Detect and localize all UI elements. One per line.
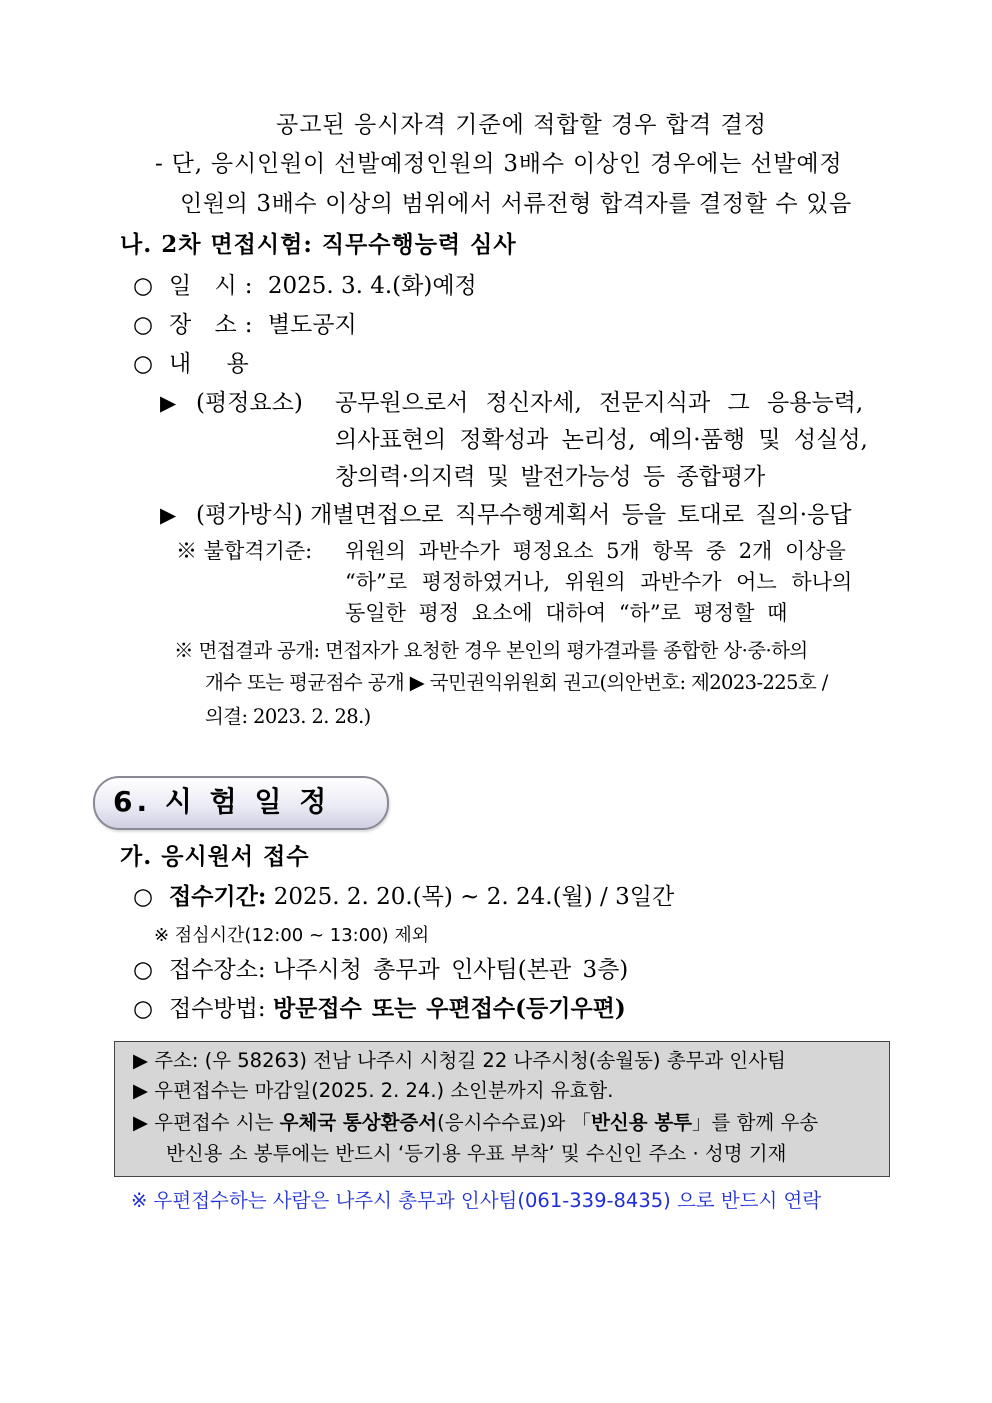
- interview-heading: 나. 2차 면접시험: 직무수행능력 심사: [120, 231, 517, 258]
- circle-bullet-icon: ○: [133, 273, 154, 299]
- mail-address: ▶ 주소: (우 58263) 전남 나주시 시청길 22 나주시청(송월동) 총무과 인사팀: [133, 1049, 786, 1072]
- application-place-value: 나주시청 총무과 인사팀(본관 3층): [272, 957, 629, 983]
- method-value: 개별면접으로 직무수행계획서 등을 토대로 질의·응답: [310, 502, 852, 528]
- lunch-note: ※ 점심시간(12:00 ~ 13:00) 제외: [154, 925, 430, 946]
- mail-requirement: [133, 1109, 875, 1137]
- mail-req-money-order: 우체국 통상환증서: [279, 1111, 438, 1134]
- content-label: 내 용: [169, 351, 263, 377]
- application-place-label: 접수장소:: [169, 957, 266, 983]
- mail-req-suffix: 」를 함께 우송: [692, 1111, 819, 1134]
- interview-date: [133, 271, 477, 301]
- criteria-line-2: 의사표현의 정확성과 논리성, 예의·품행 및 성실성,: [335, 427, 868, 453]
- circle-bullet-icon: ○: [133, 957, 154, 983]
- period-label: 접수기간:: [169, 883, 267, 910]
- fail-line-1: 위원의 과반수가 평정요소 5개 항목 중 2개 이상을: [345, 539, 846, 563]
- section-banner: [93, 776, 389, 830]
- fail-line-3: 동일한 평정 요소에 대하여 “하”로 평정할 때: [345, 601, 788, 625]
- place-value: 별도공지: [267, 312, 357, 338]
- period-line: [133, 882, 674, 912]
- triangle-bullet-icon: ▶: [160, 391, 177, 415]
- place-label: 장 소:: [169, 312, 261, 338]
- fail-line-2: “하”로 평정하였거나, 위원의 과반수가 어느 하나의: [345, 570, 853, 594]
- date-label: 일 시:: [169, 273, 261, 299]
- mail-req-envelope: 반신용 봉투: [591, 1111, 693, 1134]
- method-line: [160, 500, 852, 530]
- mail-req-mid: (응시수수료)와 「: [437, 1111, 592, 1134]
- triangle-bullet-icon: ▶: [160, 503, 177, 527]
- circle-bullet-icon: ○: [133, 996, 154, 1022]
- application-method-label: 접수방법:: [169, 996, 266, 1022]
- interview-content: [133, 349, 263, 379]
- criteria-label: (평정요소): [196, 390, 303, 416]
- criteria-line-1: [335, 388, 897, 418]
- period-value: 2025. 2. 20.(목) ~ 2. 24.(월) / 3일간: [273, 884, 675, 910]
- mail-req-prefix: ▶ 우편접수 시는: [133, 1111, 280, 1134]
- mail-requirement-2: 반신용 소 봉투에는 반드시 ‘등기용 우표 부착’ 및 수신인 주소 · 성명 기재: [166, 1142, 787, 1165]
- mail-deadline: ▶ 우편접수는 마감일(2025. 2. 24.) 소인분까지 유효함.: [133, 1079, 614, 1102]
- circle-bullet-icon: ○: [133, 312, 154, 338]
- place-line: [133, 955, 628, 985]
- intro-line-3: 인원의 3배수 이상의 범위에서 서류전형 합격자를 결정할 수 있음: [180, 191, 852, 217]
- interview-place: [133, 310, 357, 340]
- application-method-value: 방문접수 또는 우편접수(등기우편): [272, 995, 626, 1022]
- section-title: 6. 시 험 일 정: [113, 785, 331, 818]
- date-value: 2025. 3. 4.(화)예정: [267, 273, 477, 299]
- disclose-line-3: 의결: 2023. 2. 28.): [205, 705, 371, 728]
- criteria-line-3: 창의력·의지력 및 발전가능성 등 종합평가: [335, 464, 766, 490]
- intro-line-1: 공고된 응시자격 기준에 적합할 경우 합격 결정: [276, 112, 768, 138]
- method-label: (평가방식): [196, 502, 303, 528]
- circle-bullet-icon: ○: [133, 884, 154, 910]
- application-heading: 가. 응시원서 접수: [120, 843, 310, 870]
- method-apply-line: [133, 994, 626, 1024]
- fail-label: ※ 불합격기준:: [176, 539, 313, 563]
- intro-line-2: - 단, 응시인원이 선발예정인원의 3배수 이상인 경우에는 선발예정: [155, 151, 843, 177]
- criteria-label-line: [160, 388, 303, 418]
- contact-notice: ※ 우편접수하는 사람은 나주시 총무과 인사팀(061-339-8435) 으로 반드시 연락: [131, 1189, 822, 1212]
- disclose-line-2: 개수 또는 평균점수 공개 ▶ 국민권익위원회 권고(의안번호: 제2023-225호 /: [205, 671, 828, 694]
- disclose-line-1: ※ 면접결과 공개: 면접자가 요청한 경우 본인의 평가결과를 종합한 상·중·하의: [174, 639, 808, 662]
- criteria-text-1: 공무원으로서 정신자세, 전문지식과 그 응용능력,: [335, 390, 864, 416]
- mail-info-box: [114, 1041, 890, 1177]
- circle-bullet-icon: ○: [133, 351, 154, 377]
